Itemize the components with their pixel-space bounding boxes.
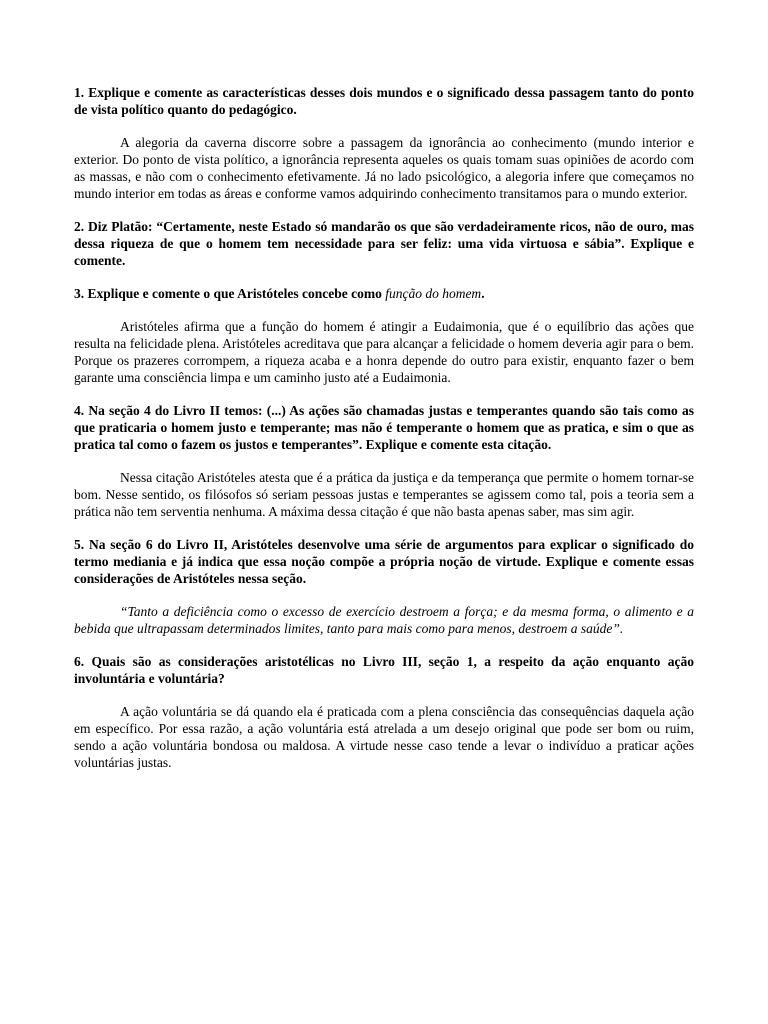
answer-1: A alegoria da caverna discorre sobre a passagem da ignorância ao conhecimento (mundo interior e exterior. Do ponto de vista político, a ignorância representa aqueles os quais tomam suas opiniões de acordo com as massas, e não com o conhecimento efetivamente. Já no lado psicológico, a alegoria infere que começamos no mundo interior em todas as áreas e conforme vamos adquirindo conhecimento transitamos para o mundo exterior.	[74, 135, 694, 201]
question-3	[74, 285, 694, 302]
answer-6: A ação voluntária se dá quando ela é praticada com a plena consciência das consequências daquela ação em específico. Por essa razão, a ação voluntária está atrelada a um desejo original que pode ser bom ou ruim, sendo a ação voluntária bondosa ou maldosa. A virtude nesse caso tende a levar o indivíduo a praticar ações voluntárias justas.	[74, 704, 694, 770]
question-3-prefix: 3. Explique e comente o que Aristóteles concebe como	[74, 286, 386, 301]
answer-5-quote: “Tanto a deficiência como o excesso de exercício destroem a força; e da mesma forma, o alimento e a bebida que ultrapassam determinados limites, tanto para mais como para menos, destroem a saúde”.	[74, 604, 694, 636]
question-5: 5. Na seção 6 do Livro II, Aristóteles desenvolve uma série de argumentos para explicar o significado do termo mediania e já indica que essa noção compõe a própria noção de virtude. Explique e comente essas considerações de Aristóteles nessa seção.	[74, 537, 694, 586]
question-6: 6. Quais são as considerações aristotélicas no Livro III, seção 1, a respeito da ação enquanto ação involuntária e voluntária?	[74, 654, 694, 686]
document-page	[74, 84, 694, 787]
question-1: 1. Explique e comente as características desses dois mundos e o significado dessa passagem tanto do ponto de vista político quanto do pedagógico.	[74, 85, 694, 117]
question-3-italic-term: função do homem	[385, 286, 482, 301]
answer-4: Nessa citação Aristóteles atesta que é a prática da justiça e da temperança que permite o homem tornar-se bom. Nesse sentido, os filósofos só seriam pessoas justas e temperantes se agissem como tal, pois a teoria sem a prática não tem serventia nenhuma. A máxima dessa citação é que não basta apenas saber, mas sim agir.	[74, 470, 694, 519]
question-3-suffix: .	[481, 286, 485, 301]
answer-3: Aristóteles afirma que a função do homem é atingir a Eudaimonia, que é o equilíbrio das ações que resulta na felicidade plena. Aristóteles acreditava que para alcançar a felicidade o homem deveria agir para o bem. Porque os prazeres corrompem, a riqueza acaba e a honra depende do outro para existir, enquanto fazer o bem garante uma consciência limpa e um caminho justo até a Eudaimonia.	[74, 319, 694, 385]
question-4: 4. Na seção 4 do Livro II temos: (...) As ações são chamadas justas e temperantes quando são tais como as que praticaria o homem justo e temperante; mas não é temperante o homem que as pratica, e sim o que as pratica tal como o fazem os justos e temperantes”. Explique e comente esta citação.	[74, 403, 694, 452]
question-2: 2. Diz Platão: “Certamente, neste Estado só mandarão os que são verdadeiramente ricos, não de ouro, mas dessa riqueza de que o homem tem necessidade para ser feliz: uma vida virtuosa e sábia”. Explique e comente.	[74, 219, 694, 268]
